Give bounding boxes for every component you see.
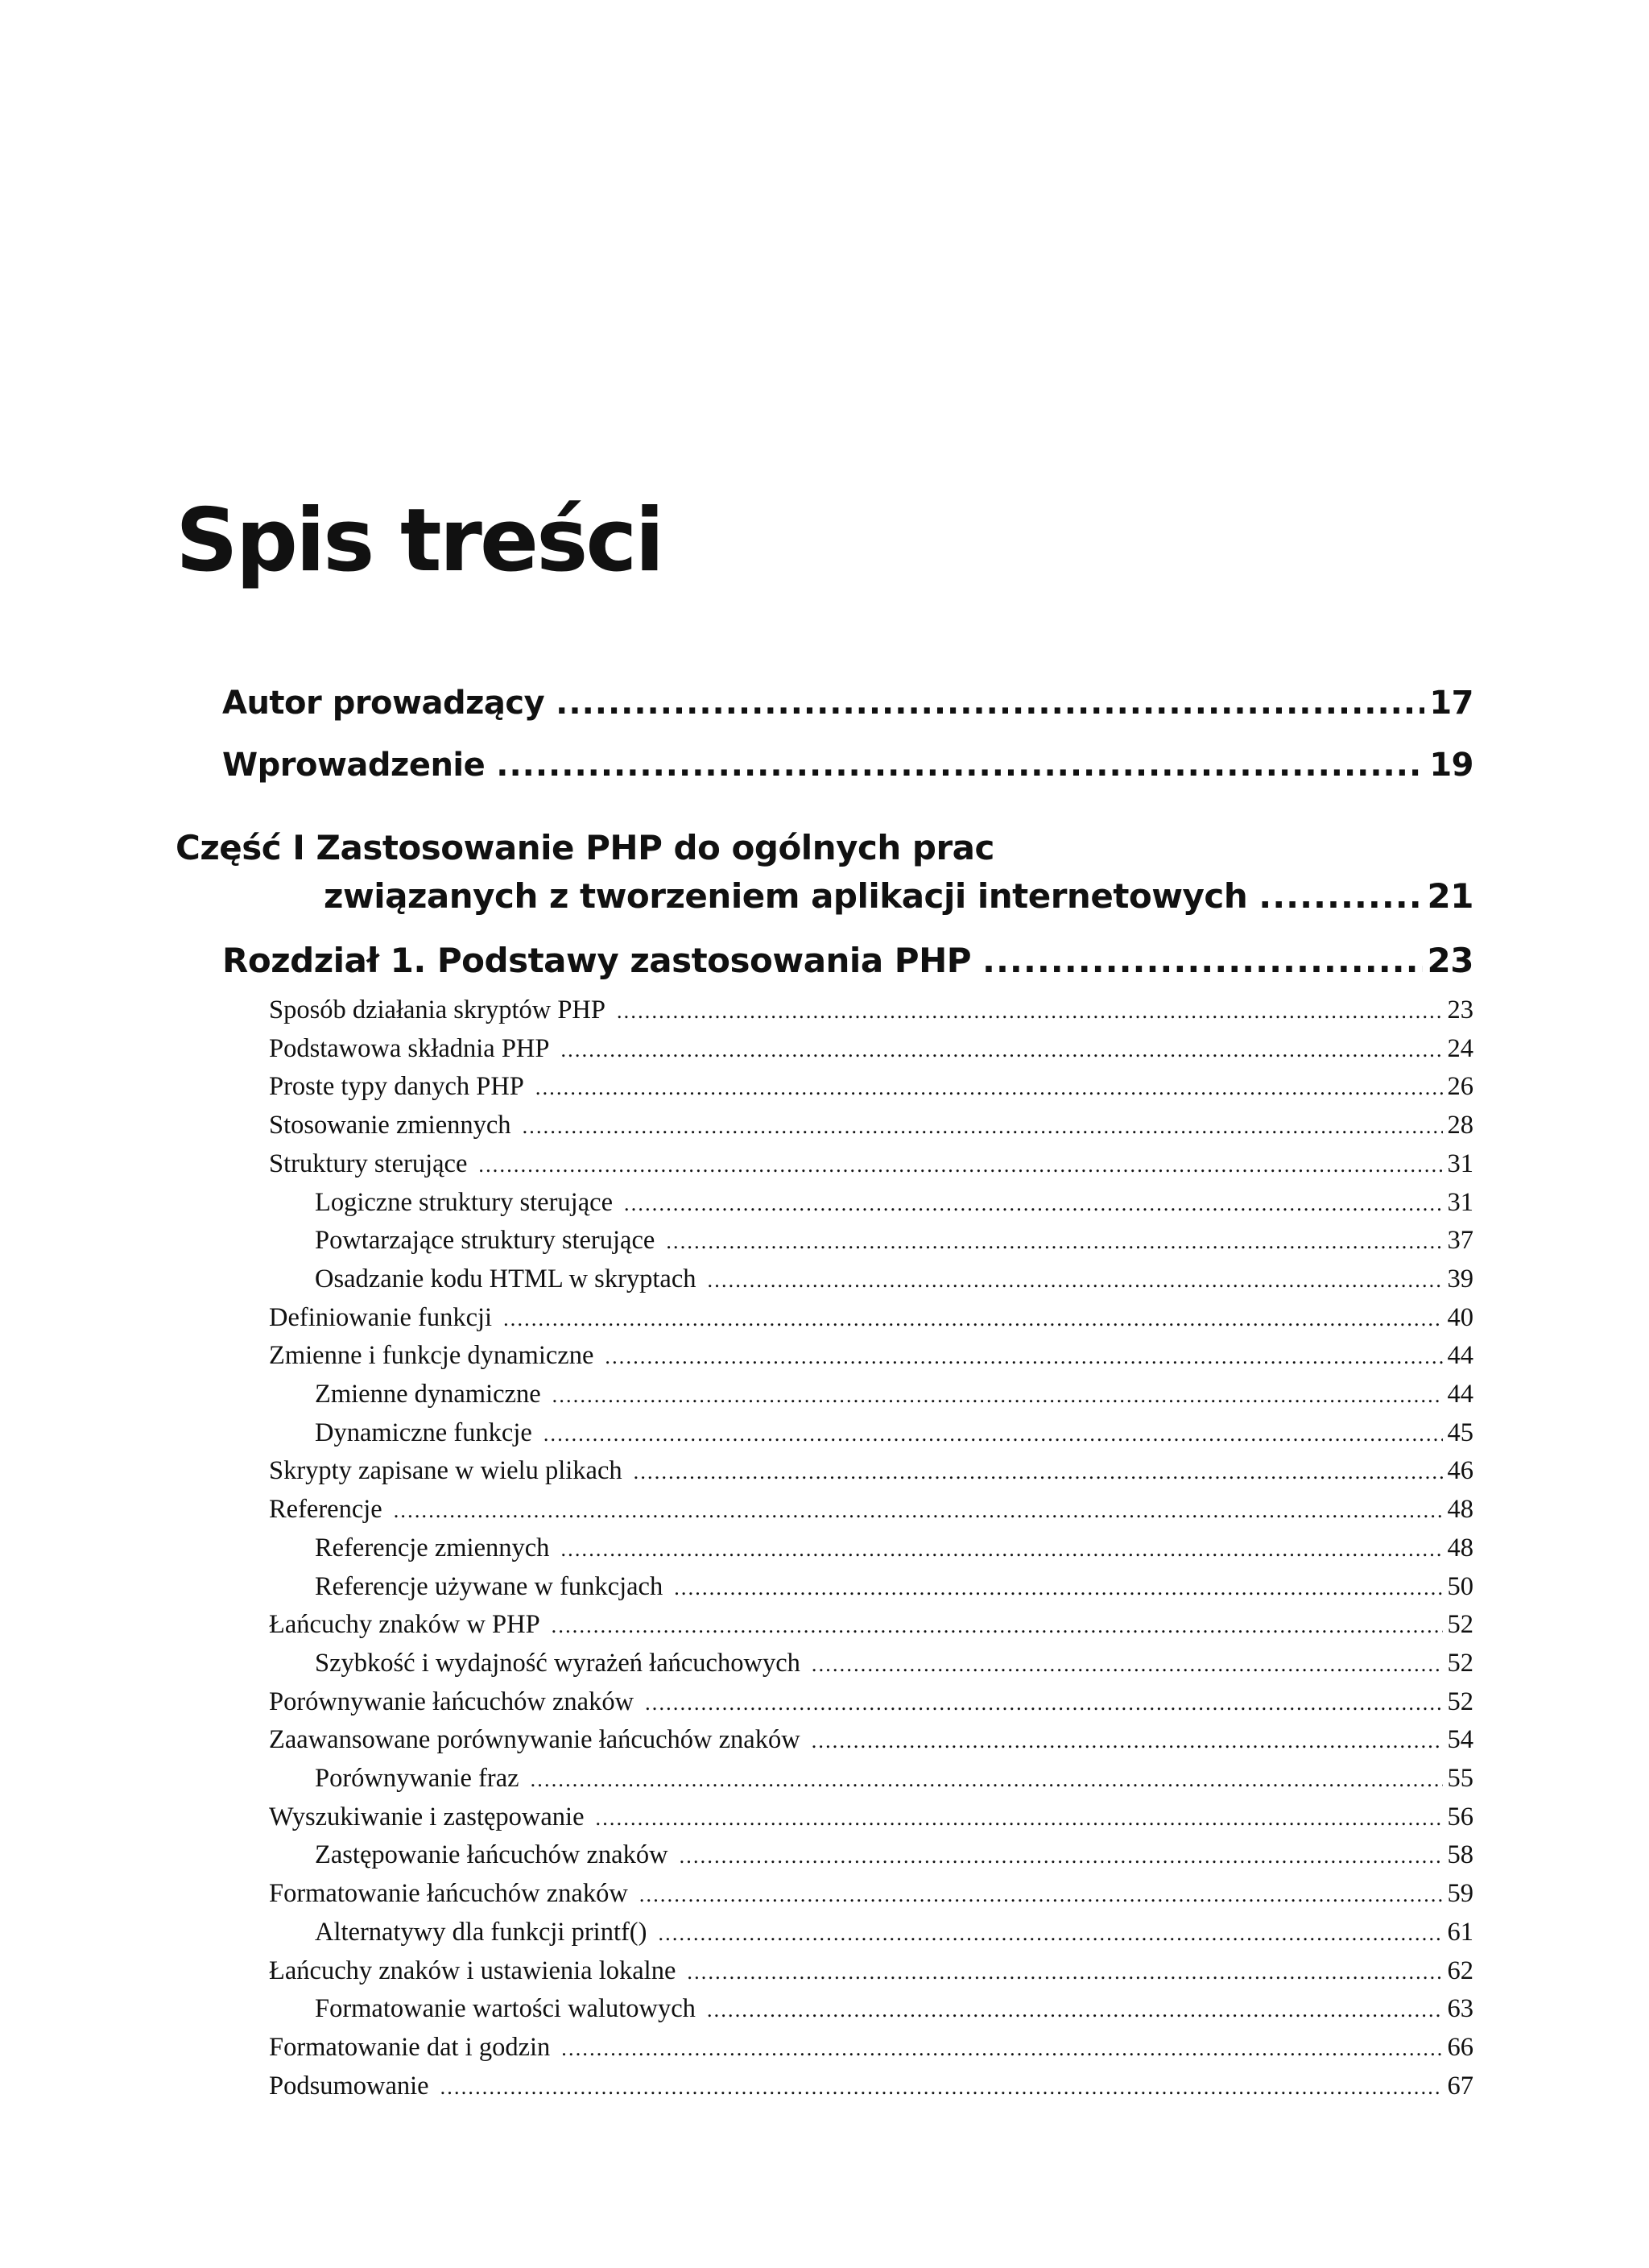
toc-entry-label: Alternatywy dla funkcji printf() [315, 1917, 647, 1947]
toc-page-number: 67 [1447, 2071, 1473, 2100]
toc-section-entry[interactable] [315, 1264, 1473, 1294]
toc-section-entry[interactable] [269, 1879, 1473, 1909]
toc-page-number: 55 [1447, 1764, 1473, 1793]
toc-section-entry[interactable] [269, 1111, 1473, 1140]
dot-leader [680, 1844, 1443, 1869]
toc-entry-label: Autor prowadzący [222, 685, 545, 722]
toc-entry-label: Proste typy danych PHP [269, 1072, 524, 1102]
dot-leader [440, 2076, 1443, 2100]
toc-entry-label: Sposób działania skryptów PHP [269, 995, 605, 1024]
toc-page-number: 58 [1447, 1840, 1473, 1870]
toc-entry-label: Wyszukiwanie i zastępowanie [269, 1802, 585, 1831]
toc-section-entry[interactable] [269, 1149, 1473, 1179]
toc-entry-label: Logiczne struktury sterujące [315, 1187, 613, 1217]
toc-page-number: 50 [1447, 1571, 1473, 1601]
toc-entry-label: Dynamiczne funkcje [315, 1418, 532, 1447]
toc-page-number: 44 [1447, 1341, 1473, 1371]
toc-page-number: 61 [1447, 1917, 1473, 1947]
toc-section-entry[interactable] [269, 1072, 1473, 1102]
toc-page-number: 26 [1447, 1072, 1473, 1102]
toc-entry-label: Referencje zmiennych [315, 1533, 550, 1562]
dot-leader [707, 1998, 1443, 2022]
toc-page-number: 24 [1447, 1033, 1473, 1063]
dot-leader [394, 1499, 1443, 1523]
toc-entry-label: Skrypty zapisane w wielu plikach [269, 1456, 622, 1486]
dot-leader [666, 1230, 1442, 1254]
dot-leader [556, 685, 1424, 722]
toc-page-number: 23 [1427, 941, 1473, 980]
dot-leader [478, 1153, 1442, 1177]
toc-page-number: 52 [1447, 1610, 1473, 1640]
dot-leader [596, 1807, 1443, 1831]
toc-section-entry[interactable] [269, 2071, 1473, 2101]
dot-leader [496, 747, 1424, 784]
toc-entry-label: Zaawansowane porównywanie łańcuchów znaków [269, 1725, 800, 1755]
toc-page-number: 39 [1447, 1264, 1473, 1293]
toc-section-entry[interactable] [315, 1380, 1473, 1409]
dot-leader [560, 1038, 1442, 1062]
toc-section-entry[interactable] [315, 1572, 1473, 1602]
toc-section-entry[interactable] [315, 1764, 1473, 1794]
toc-section-entry[interactable] [269, 1956, 1473, 1986]
toc-section-entry[interactable] [315, 1918, 1473, 1947]
toc-section-entry[interactable] [269, 1725, 1473, 1755]
toc-section-entry[interactable] [269, 1341, 1473, 1371]
toc-section-entry[interactable] [315, 1188, 1473, 1218]
toc-page-number: 31 [1447, 1187, 1473, 1217]
toc-page-number: 40 [1447, 1302, 1473, 1332]
toc-page-number: 62 [1447, 1956, 1473, 1985]
toc-section-entry[interactable] [315, 1418, 1473, 1448]
dot-leader [812, 1729, 1443, 1753]
toc-page-number: 21 [1427, 876, 1473, 916]
dot-leader [523, 1115, 1443, 1139]
toc-section-entry[interactable] [269, 1610, 1473, 1640]
dot-leader [982, 941, 1423, 980]
dot-leader [535, 1076, 1443, 1100]
toc-section-entry[interactable] [269, 1456, 1473, 1486]
toc-entry-label: Struktury sterujące [269, 1148, 468, 1178]
toc-entry-label: Formatowanie łańcuchów znaków [269, 1879, 628, 1909]
dot-leader [674, 1576, 1442, 1600]
toc-entry-chapter[interactable] [222, 941, 1473, 980]
dot-leader [552, 1614, 1443, 1638]
toc-entry-label: Stosowanie zmiennych [269, 1111, 511, 1140]
toc-page-number: 52 [1447, 1687, 1473, 1716]
toc-entry-label: Referencje używane w funkcjach [315, 1571, 663, 1601]
dot-leader [531, 1768, 1443, 1792]
toc-page-number: 37 [1447, 1226, 1473, 1256]
dot-leader [639, 1883, 1443, 1907]
page-title: Spis treści [176, 490, 663, 591]
toc-page-number: 54 [1447, 1725, 1473, 1755]
toc-section-entry[interactable] [269, 1303, 1473, 1333]
toc-section-entry[interactable] [269, 2033, 1473, 2063]
toc-entry-label: Zmienne dynamiczne [315, 1380, 541, 1409]
toc-entry-introduction[interactable] [222, 747, 1473, 784]
toc-entry-label: Zmienne i funkcje dynamiczne [269, 1341, 594, 1371]
toc-entry-label: Formatowanie dat i godzin [269, 2032, 551, 2062]
dot-leader [1258, 876, 1422, 916]
dot-leader [634, 1460, 1443, 1484]
part-title-line2: związanych z tworzeniem aplikacji internetowych [324, 876, 1248, 916]
toc-page-number: 23 [1447, 995, 1473, 1024]
dot-leader [617, 999, 1443, 1024]
toc-entry-label: Powtarzające struktury sterujące [315, 1226, 655, 1256]
dot-leader [687, 1960, 1442, 1984]
dot-leader [543, 1422, 1443, 1446]
toc-entry-label: Porównywanie łańcuchów znaków [269, 1687, 634, 1716]
dot-leader [708, 1269, 1443, 1293]
toc-entry-label: Podsumowanie [269, 2071, 429, 2100]
toc-page-number: 28 [1447, 1111, 1473, 1140]
toc-section-entry[interactable] [315, 1226, 1473, 1256]
toc-entry-label: Wprowadzenie [222, 747, 486, 784]
toc-entry-label: Podstawowa składnia PHP [269, 1033, 550, 1063]
dot-leader [561, 2037, 1442, 2061]
toc-entry-label: Formatowanie wartości walutowych [315, 1994, 696, 2024]
toc-entry-label: Łańcuchy znaków i ustawienia lokalne [269, 1956, 676, 1985]
toc-section-entry[interactable] [269, 1802, 1473, 1832]
toc-page-number: 63 [1447, 1994, 1473, 2024]
dot-leader [605, 1345, 1442, 1369]
toc-page-number: 66 [1447, 2032, 1473, 2062]
dot-leader [503, 1307, 1442, 1331]
dot-leader [560, 1538, 1442, 1562]
toc-page-number: 19 [1429, 747, 1473, 784]
toc-page-number: 56 [1447, 1802, 1473, 1831]
dot-leader [645, 1691, 1442, 1715]
toc-page-number: 59 [1447, 1879, 1473, 1909]
toc-section-entry[interactable] [269, 1034, 1473, 1064]
toc-entry-label: Zastępowanie łańcuchów znaków [315, 1840, 668, 1870]
toc-section-entry[interactable] [269, 995, 1473, 1025]
chapter-title: Rozdział 1. Podstawy zastosowania PHP [222, 941, 972, 980]
toc-section-entry[interactable] [269, 1687, 1473, 1717]
dot-leader [658, 1922, 1442, 1946]
toc-entry-label: Łańcuchy znaków w PHP [269, 1610, 540, 1640]
dot-leader [812, 1653, 1443, 1677]
dot-leader [552, 1384, 1443, 1408]
toc-page-number: 44 [1447, 1380, 1473, 1409]
toc-section-entry[interactable] [269, 1495, 1473, 1525]
toc-entry-label: Osadzanie kodu HTML w skryptach [315, 1264, 696, 1293]
toc-page-number: 17 [1429, 685, 1473, 722]
toc-entry-author[interactable] [222, 685, 1473, 722]
toc-page-number: 48 [1447, 1495, 1473, 1525]
toc-page-number: 52 [1447, 1648, 1473, 1678]
toc-entry-label: Definiowanie funkcji [269, 1302, 493, 1332]
toc-section-entry[interactable] [315, 1649, 1473, 1678]
toc-entry-label: Szybkość i wydajność wyrażeń łańcuchowych [315, 1648, 800, 1678]
toc-page-number: 48 [1447, 1533, 1473, 1562]
toc-entry-label: Porównywanie fraz [315, 1764, 519, 1793]
toc-section-entry[interactable] [315, 1994, 1473, 2024]
toc-page-number: 31 [1447, 1148, 1473, 1178]
part-title-line1: Część I Zastosowanie PHP do ogólnych prac [176, 828, 994, 867]
toc-section-entry[interactable] [315, 1533, 1473, 1563]
toc-page-number: 46 [1447, 1456, 1473, 1486]
toc-section-entry[interactable] [315, 1840, 1473, 1870]
toc-page-number: 45 [1447, 1418, 1473, 1447]
dot-leader [624, 1192, 1443, 1216]
toc-entry-label: Referencje [269, 1495, 382, 1525]
toc-entry-part[interactable] [324, 876, 1473, 916]
